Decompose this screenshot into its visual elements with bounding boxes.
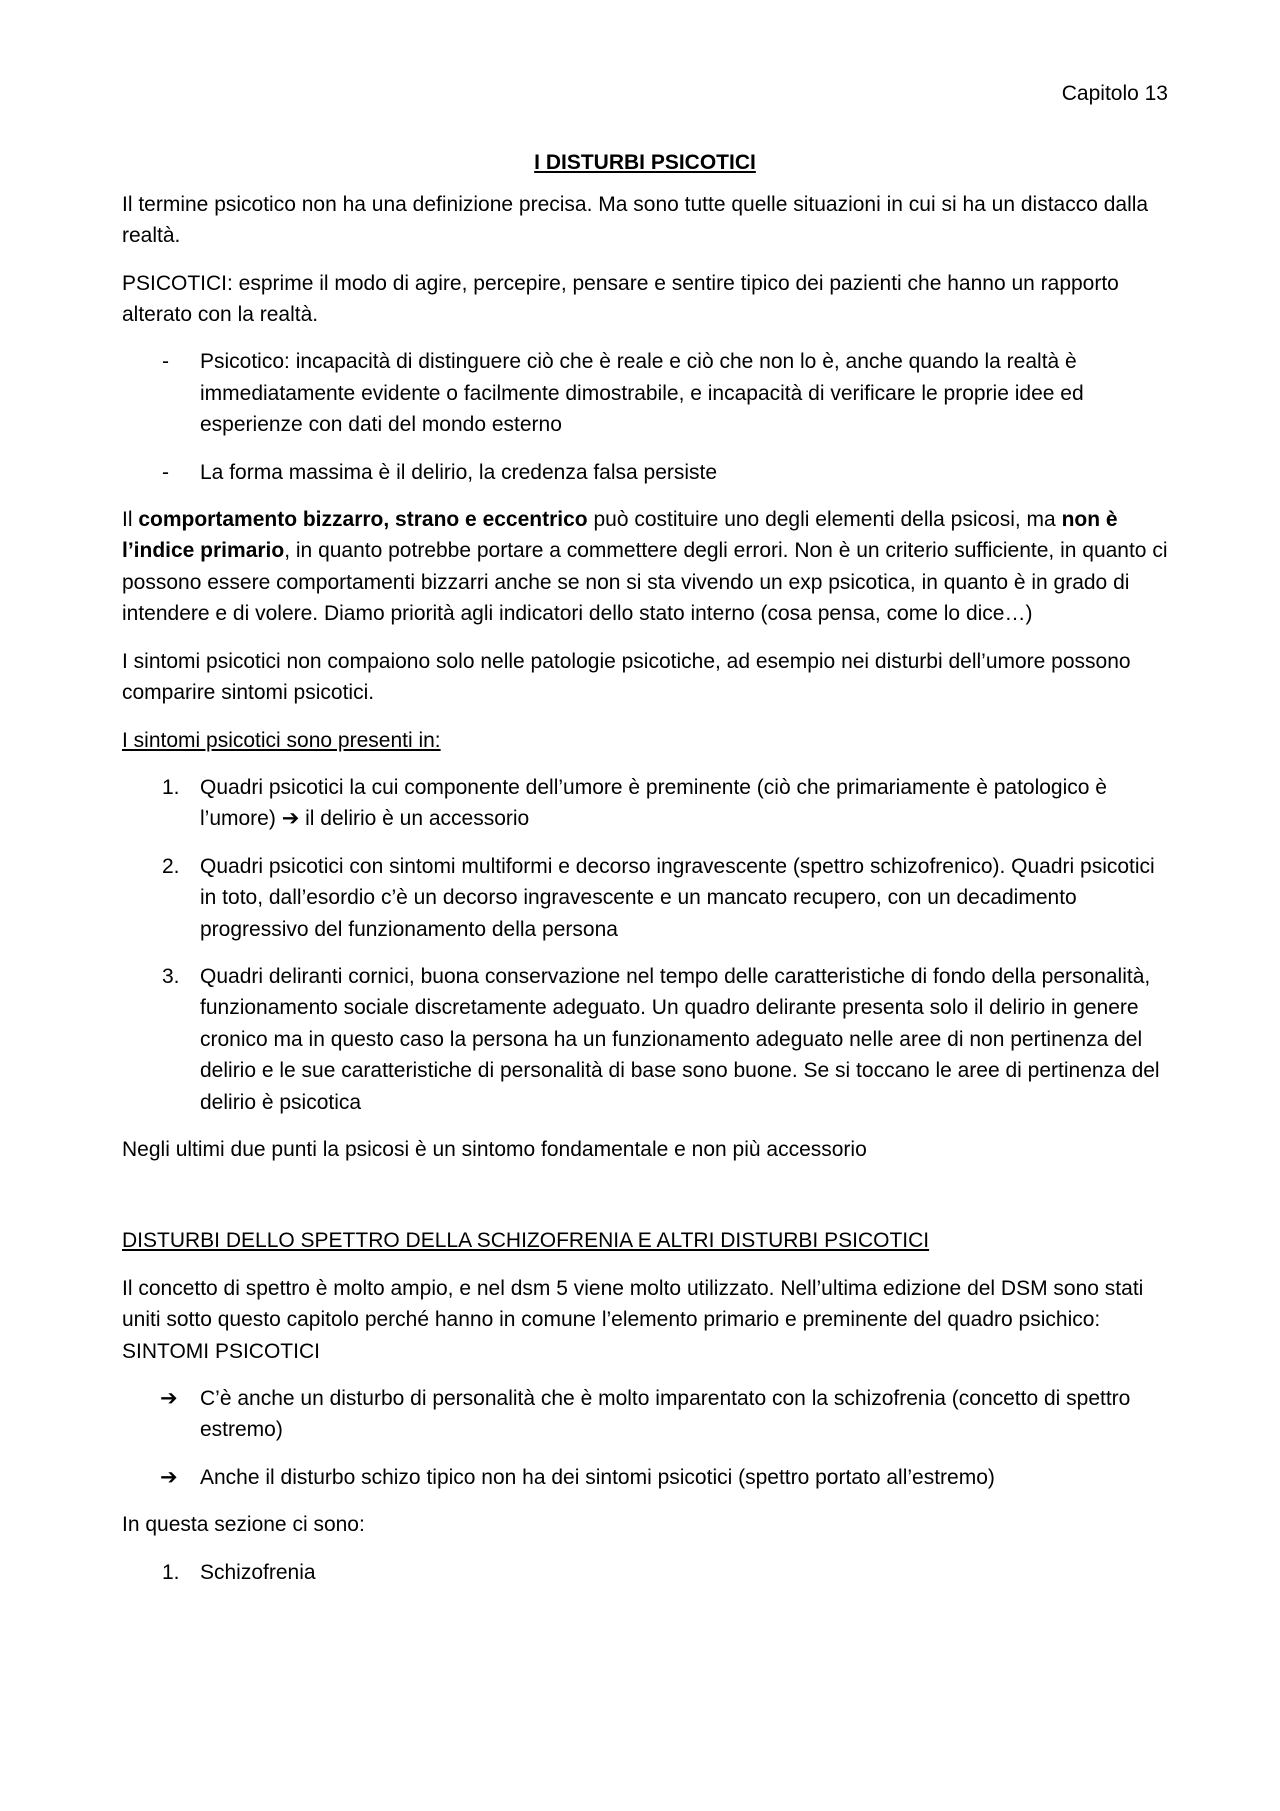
arrow-icon: ➔ bbox=[281, 807, 300, 831]
list-number: 2. bbox=[162, 854, 180, 878]
final-numbered-list bbox=[122, 1557, 1168, 1588]
section-heading: DISTURBI DELLO SPETTRO DELLA SCHIZOFRENIA E ALTRI DISTURBI PSICOTICI bbox=[122, 1229, 930, 1253]
section-spacer bbox=[122, 1181, 1168, 1225]
list-number: 3. bbox=[162, 964, 180, 988]
spettro-paragraph: Il concetto di spettro è molto ampio, e nel dsm 5 viene molto utilizzato. Nell’ultima edizione del DSM sono stati uniti sotto questo capitolo perché hanno in comune l’elemento primario e preminente del quadro psichico: SINTOMI PSICOTICI bbox=[122, 1276, 1144, 1363]
list-item-text: La forma massima è il delirio, la credenza falsa persiste bbox=[200, 460, 718, 484]
text-run: , in quanto potrebbe portare a commettere degli errori. Non è un criterio sufficiente, in quanto ci possono essere comportamenti bizzarri anche se non si sta vivendo un exp psicotica, in quanto è in grado di intendere e di volere. Diamo priorità agli indicatori dello stato interno (cosa pensa, come lo dice…) bbox=[122, 539, 1168, 626]
sintomi-paragraph: I sintomi psicotici non compaiono solo nelle patologie psicotiche, ad esempio nei disturbi dell’umore possono comparire sintomi psicotici. bbox=[122, 649, 1131, 705]
numbered-list bbox=[122, 772, 1168, 1118]
list-item bbox=[122, 457, 1168, 488]
presenti-label: I sintomi psicotici sono presenti in: bbox=[122, 728, 441, 752]
text-run: Il bbox=[122, 508, 139, 532]
dash-bullet-icon: - bbox=[162, 460, 169, 484]
text-run: può costituire uno degli elementi della psicosi, ma bbox=[587, 508, 1062, 532]
dash-list bbox=[122, 346, 1168, 488]
document-body bbox=[122, 78, 1168, 1604]
comportamento-paragraph bbox=[122, 504, 1168, 630]
chapter-header: Capitolo 13 bbox=[1061, 82, 1168, 105]
list-item bbox=[122, 961, 1168, 1118]
arrow-list bbox=[122, 1383, 1168, 1493]
list-item-text: Anche il disturbo schizo tipico non ha dei sintomi psicotici (spettro portato all’estremo) bbox=[200, 1465, 995, 1489]
sezione-paragraph: In questa sezione ci sono: bbox=[122, 1513, 365, 1537]
list-item-text: C’è anche un disturbo di personalità che è molto imparentato con la schizofrenia (concetto di spettro estremo) bbox=[200, 1387, 1131, 1442]
list-item bbox=[122, 1383, 1168, 1446]
psicotici-definition-paragraph: PSICOTICI: esprime il modo di agire, percepire, pensare e sentire tipico dei pazienti che hanno un rapporto alterato con la realtà. bbox=[122, 271, 1119, 327]
list-item bbox=[122, 1462, 1168, 1493]
list-number: 1. bbox=[162, 1560, 180, 1584]
list-item-text: Quadri psicotici la cui componente dell’umore è preminente (ciò che primariamente è patologico è l’umore) bbox=[200, 775, 1107, 831]
intro-paragraph: Il termine psicotico non ha una definizione precisa. Ma sono tutte quelle situazioni in cui si ha un distacco dalla realtà. bbox=[122, 192, 1149, 248]
list-item bbox=[122, 772, 1168, 835]
bold-text: non è l’indice primario bbox=[122, 508, 1118, 563]
list-number: 1. bbox=[162, 775, 180, 799]
dash-bullet-icon: - bbox=[162, 350, 169, 374]
list-item bbox=[122, 346, 1168, 440]
list-item bbox=[122, 851, 1168, 945]
ultimi-paragraph: Negli ultimi due punti la psicosi è un sintomo fondamentale e non più accessorio bbox=[122, 1137, 867, 1161]
list-item-text: Quadri deliranti cornici, buona conservazione nel tempo delle caratteristiche di fondo della personalità, funzionamento sociale discretamente adeguato. Un quadro delirante presenta solo il delirio in genere cronico ma in questo caso la persona ha un funzionamento adeguato nelle aree di non pertinenza del delirio e le sue caratteristiche di personalità di base sono buone. Se si toccano le aree di pertinenza del delirio è psicotica bbox=[200, 964, 1160, 1114]
list-item-text: Psicotico: incapacità di distinguere ciò che è reale e ciò che non lo è, anche quando la realtà è immediatamente evidente o facilmente dimostrabile, e incapacità di verificare le proprie idee ed esperienze con dati del mondo esterno bbox=[200, 350, 1084, 437]
bold-text: comportamento bizzarro, strano e eccentrico bbox=[138, 508, 588, 532]
arrow-icon: ➔ bbox=[160, 1465, 178, 1489]
page-title: I DISTURBI PSICOTICI bbox=[534, 151, 756, 175]
list-item-text: il delirio è un accessorio bbox=[299, 807, 530, 831]
list-item bbox=[122, 1557, 1168, 1588]
list-item-text: Quadri psicotici con sintomi multiformi e decorso ingravescente (spettro schizofrenico). Quadri psicotici in toto, dall’esordio c’è un decorso ingravescente e un mancato recupero, con un decadimento progressivo del funzionamento della persona bbox=[200, 854, 1155, 941]
list-item-text: Schizofrenia bbox=[200, 1560, 316, 1584]
arrow-icon: ➔ bbox=[160, 1387, 178, 1410]
